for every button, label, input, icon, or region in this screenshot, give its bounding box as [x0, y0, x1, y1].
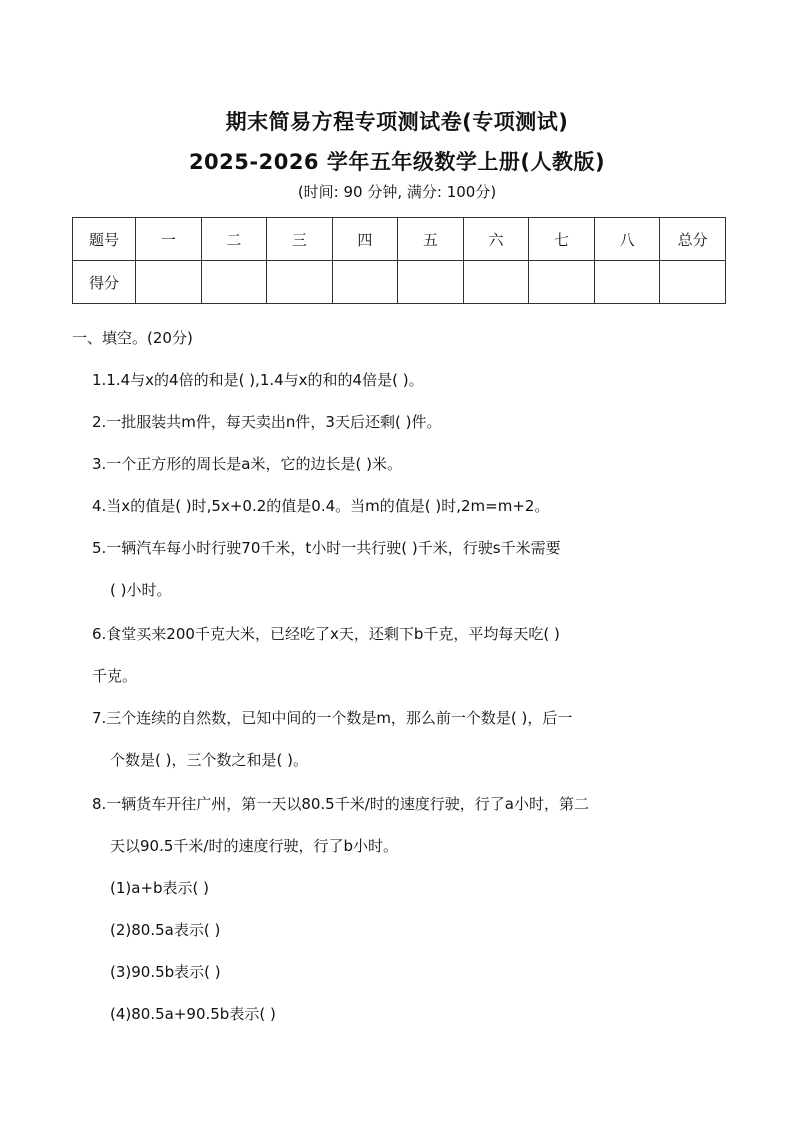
score-table-score-row	[73, 261, 726, 304]
score-row-label: 得分	[73, 261, 136, 304]
score-cell[interactable]	[136, 261, 202, 304]
question-line: 天以90.5千米/时的速度行驶，行了b小时。	[110, 837, 398, 855]
question-line: 1.1.4与x的4倍的和是( ),1.4与x的和的4倍是( )。	[92, 371, 424, 389]
score-cell[interactable]	[332, 261, 398, 304]
sub-question-line: (3)90.5b表示( )	[110, 963, 221, 981]
page-title: 期末简易方程专项测试卷(专项测试)	[225, 110, 569, 134]
question-line: 8.一辆货车开往广州，第一天以80.5千米/时的速度行驶，行了a小时，第二	[92, 795, 589, 813]
sub-question-line: (4)80.5a+90.5b表示( )	[110, 1005, 276, 1023]
score-table-header-cell: 七	[529, 218, 595, 261]
question-line: 千克。	[92, 667, 138, 685]
score-cell[interactable]	[398, 261, 464, 304]
score-table-header-cell: 题号	[73, 218, 136, 261]
question-line: 个数是( )，三个数之和是( )。	[110, 751, 308, 769]
sub-question-line: (1)a+b表示( )	[110, 879, 210, 897]
score-table-header-cell: 六	[463, 218, 529, 261]
score-cell[interactable]	[201, 261, 267, 304]
exam-time-score-info: (时间: 90 分钟, 满分: 100分)	[297, 183, 497, 201]
sub-question-line: (2)80.5a表示( )	[110, 921, 221, 939]
question-line: 7.三个连续的自然数，已知中间的一个数是m，那么前一个数是( )，后一	[92, 709, 573, 727]
question-line: 6.食堂买来200千克大米，已经吃了x天，还剩下b千克，平均每天吃( )	[92, 625, 560, 643]
score-cell[interactable]	[267, 261, 333, 304]
question-line: 4.当x的值是( )时,5x+0.2的值是0.4。当m的值是( )时,2m=m+2。	[92, 497, 550, 515]
score-table-header-cell: 一	[136, 218, 202, 261]
score-cell[interactable]	[529, 261, 595, 304]
score-table	[72, 217, 726, 304]
score-table-header-cell: 五	[398, 218, 464, 261]
score-cell[interactable]	[660, 261, 726, 304]
score-table-header-cell: 四	[332, 218, 398, 261]
score-cell[interactable]	[594, 261, 660, 304]
question-line: 2.一批服装共m件，每天卖出n件，3天后还剩( )件。	[92, 413, 442, 431]
question-line: ( )小时。	[110, 581, 172, 599]
question-line: 3.一个正方形的周长是a米，它的边长是( )米。	[92, 455, 402, 473]
question-line: 5.一辆汽车每小时行驶70千米，t小时一共行驶( )千米，行驶s千米需要	[92, 539, 561, 557]
score-table-header-cell: 二	[201, 218, 267, 261]
score-table-header-cell: 三	[267, 218, 333, 261]
section-heading: 一、填空。(20分)	[72, 329, 193, 347]
score-table-header-cell: 总分	[660, 218, 726, 261]
score-cell[interactable]	[463, 261, 529, 304]
score-table-header-cell: 八	[594, 218, 660, 261]
score-table-header-row	[73, 218, 726, 261]
page-subtitle-grade: 2025-2026 学年五年级数学上册(人教版)	[188, 150, 606, 174]
